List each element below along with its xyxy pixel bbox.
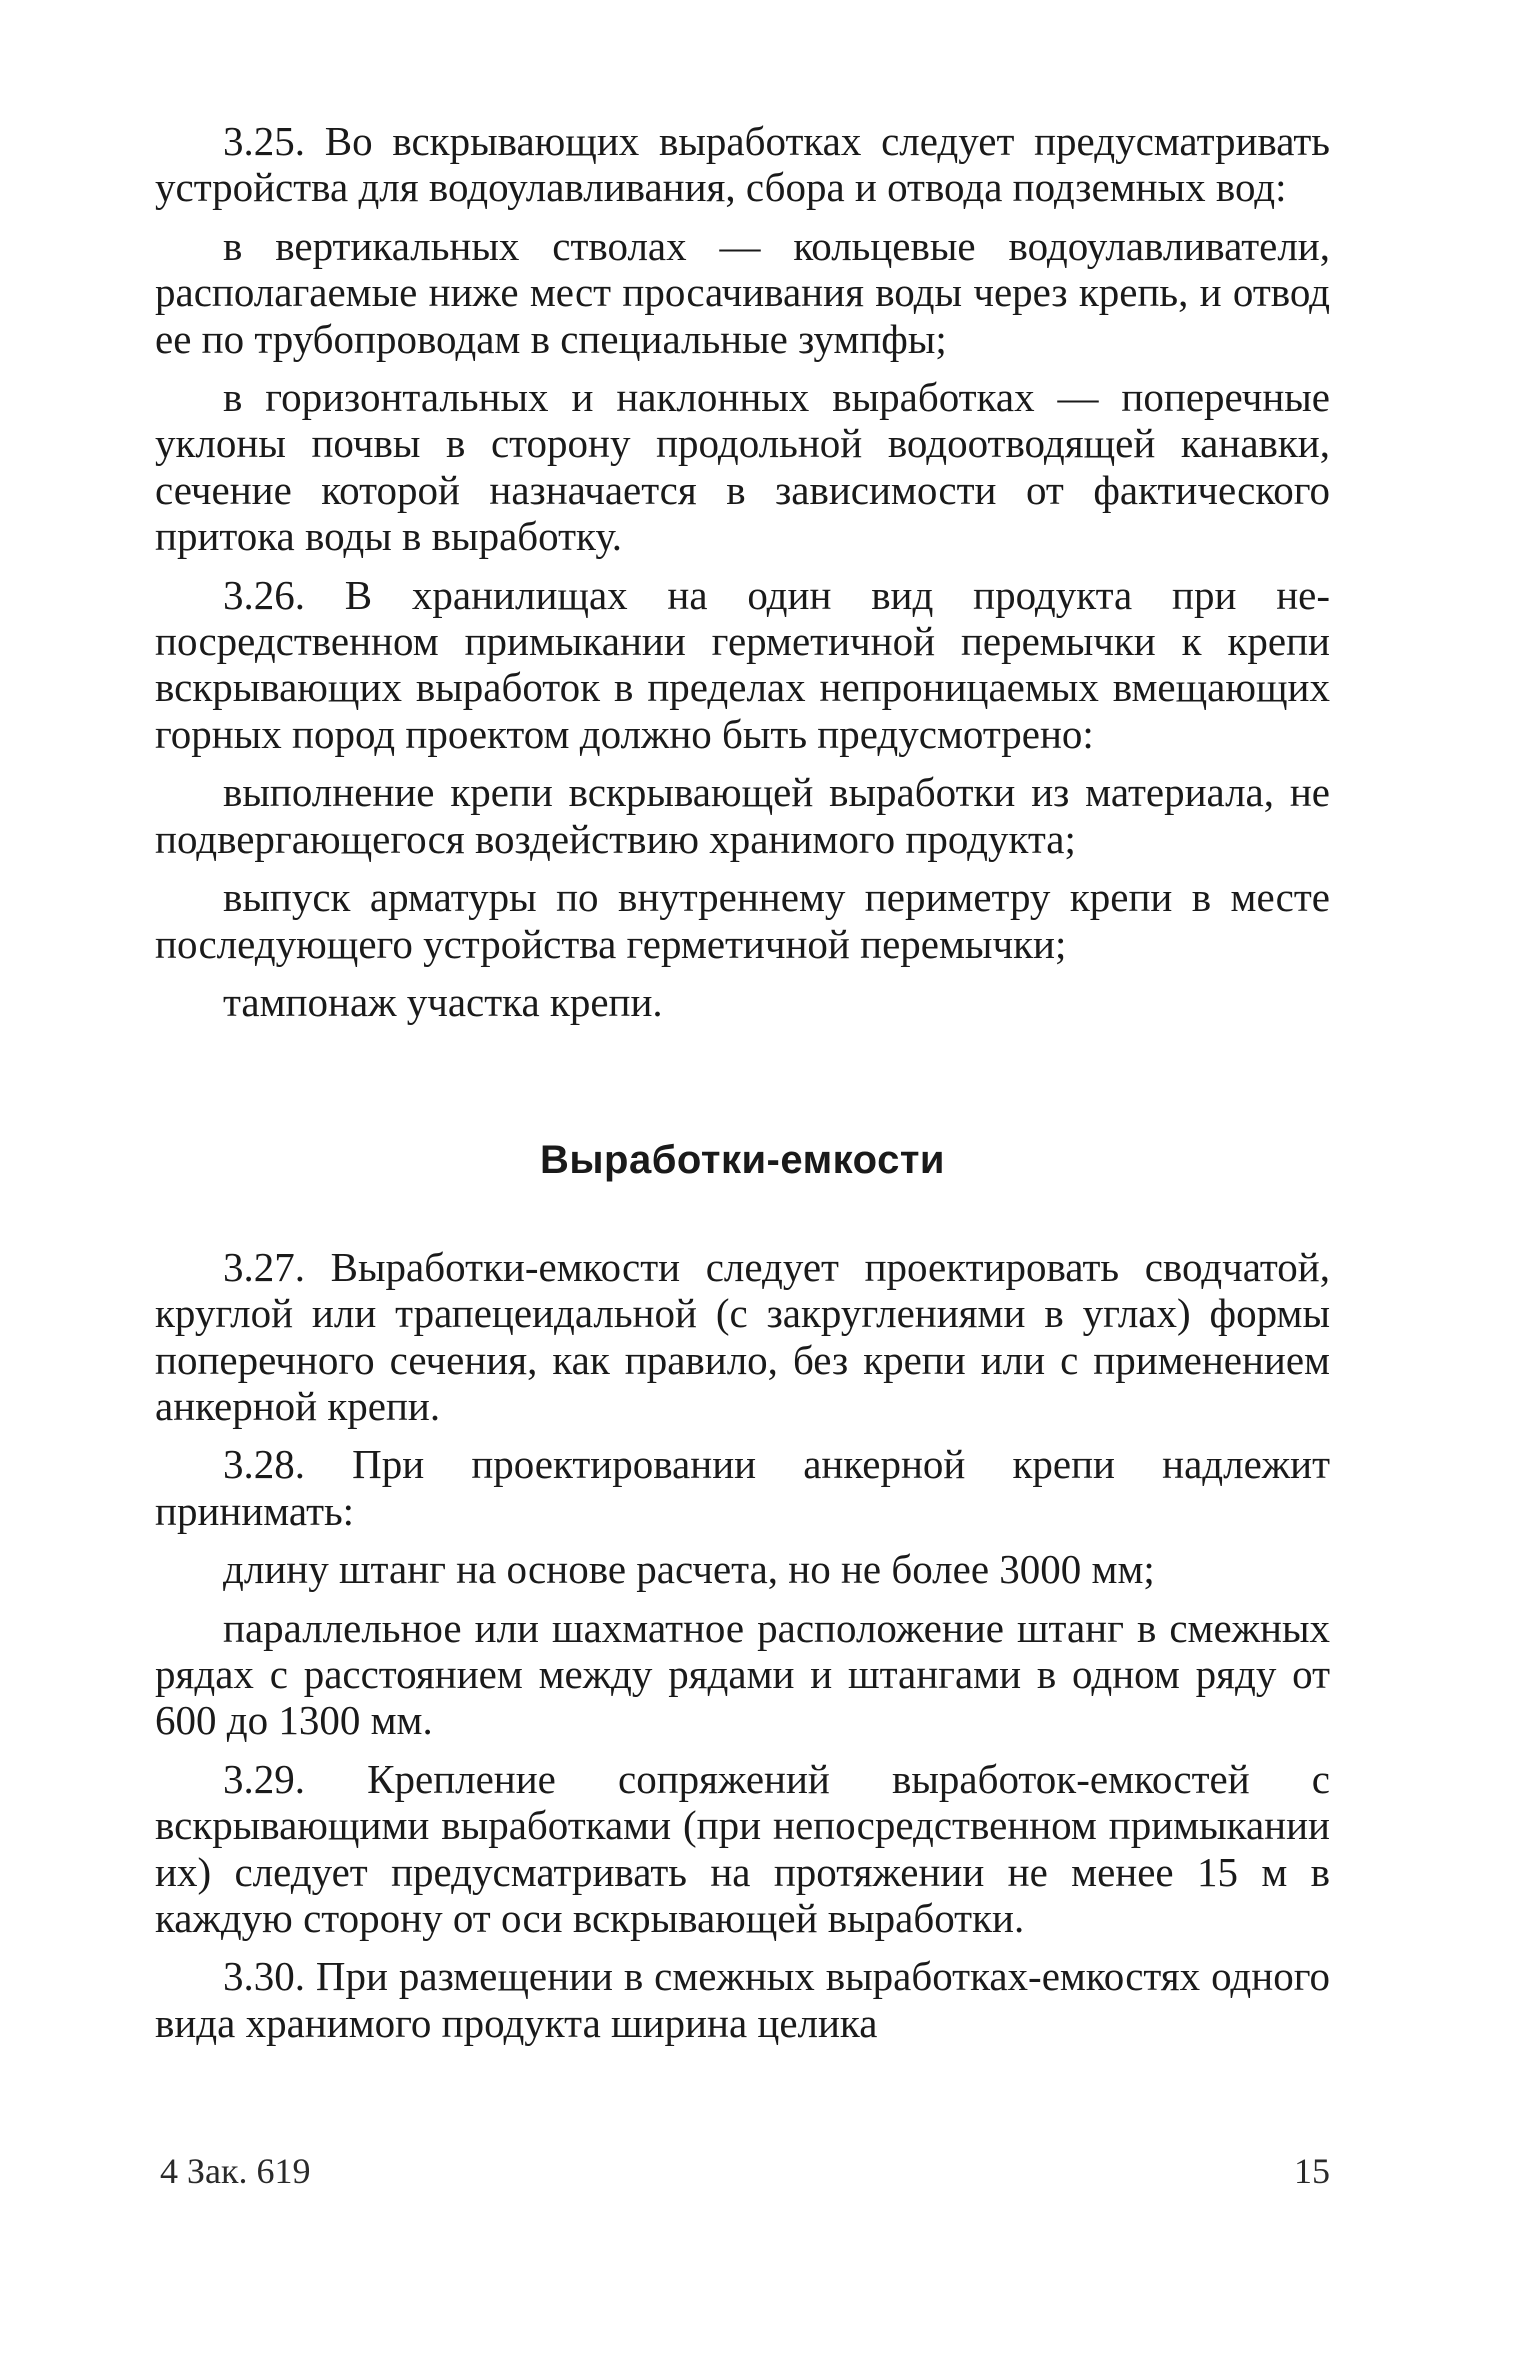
paragraph-lining-material: выполнение крепи вскрывающей выработки из материала, не подвергающегося воздействию хранимого продукта;	[155, 769, 1330, 862]
page-body	[155, 118, 1330, 2058]
paragraph-3-26: 3.26. В хранилищах на один вид продукта при непосредственном примыкании герметичной перемычки к крепи вскрывающих выработок в пределах непроницаемых вмещающих горных пород проектом должно быть предусмотрено:	[155, 571, 1330, 757]
paragraph-vertical-shafts: в вертикальных стволах — кольцевые водоулавливатели, располагаемые ниже мест просачивания воды через крепь, и отвод ее по трубопроводам в специальные зумпфы;	[155, 222, 1330, 362]
paragraph-reinforcement-release: выпуск арматуры по внутреннему периметру крепи в месте последующего устройства герметичной перемычки;	[155, 874, 1330, 967]
paragraph-horizontal-workings: в горизонтальных и наклонных выработках — поперечные уклоны почвы в сторону продольной водоотводящей канавки, сечение которой назначается в зависимости от фактического притока воды в выработку.	[155, 374, 1330, 560]
order-number: 4 Зак. 619	[160, 2151, 311, 2191]
paragraph-3-30: 3.30. При размещении в смежных выработках-емкостях одного вида хранимого продукта ширина целика	[155, 1953, 1330, 2046]
section-heading: Выработки-емкости	[539, 1138, 946, 1183]
paragraph-3-25: 3.25. Во вскрывающих выработках следует предусматривать устройства для водоулавливания, сбора и отвода подземных вод:	[155, 118, 1330, 211]
page-footer	[160, 2150, 1330, 2192]
paragraph-bolt-arrangement: параллельное или шахматное расположение штанг в смежных рядах с расстоянием между рядами и штангами в одном ряду от 600 до 1300 мм.	[155, 1604, 1330, 1744]
paragraph-3-29: 3.29. Крепление сопряжений выработок-емкостей с вскрывающими выработками (при непосредственном примыкании их) следует предусматривать на протяжении не менее 15 м в каждую сторону от оси вскрывающей выработки.	[155, 1755, 1330, 1941]
paragraph-bolt-length: длину штанг на основе расчета, но не более 3000 мм;	[223, 1546, 1155, 1593]
paragraph-3-28: 3.28. При проектировании анкерной крепи надлежит принимать:	[155, 1441, 1330, 1534]
paragraph-grouting: тампонаж участка крепи.	[223, 978, 663, 1025]
page-number: 15	[1294, 2151, 1330, 2191]
paragraph-3-27: 3.27. Выработки-емкости следует проектировать сводчатой, круглой или трапецеидальной (с закруглениями в углах) формы поперечного сечения, как правило, без крепи или с применением анкерной крепи.	[155, 1243, 1330, 1429]
